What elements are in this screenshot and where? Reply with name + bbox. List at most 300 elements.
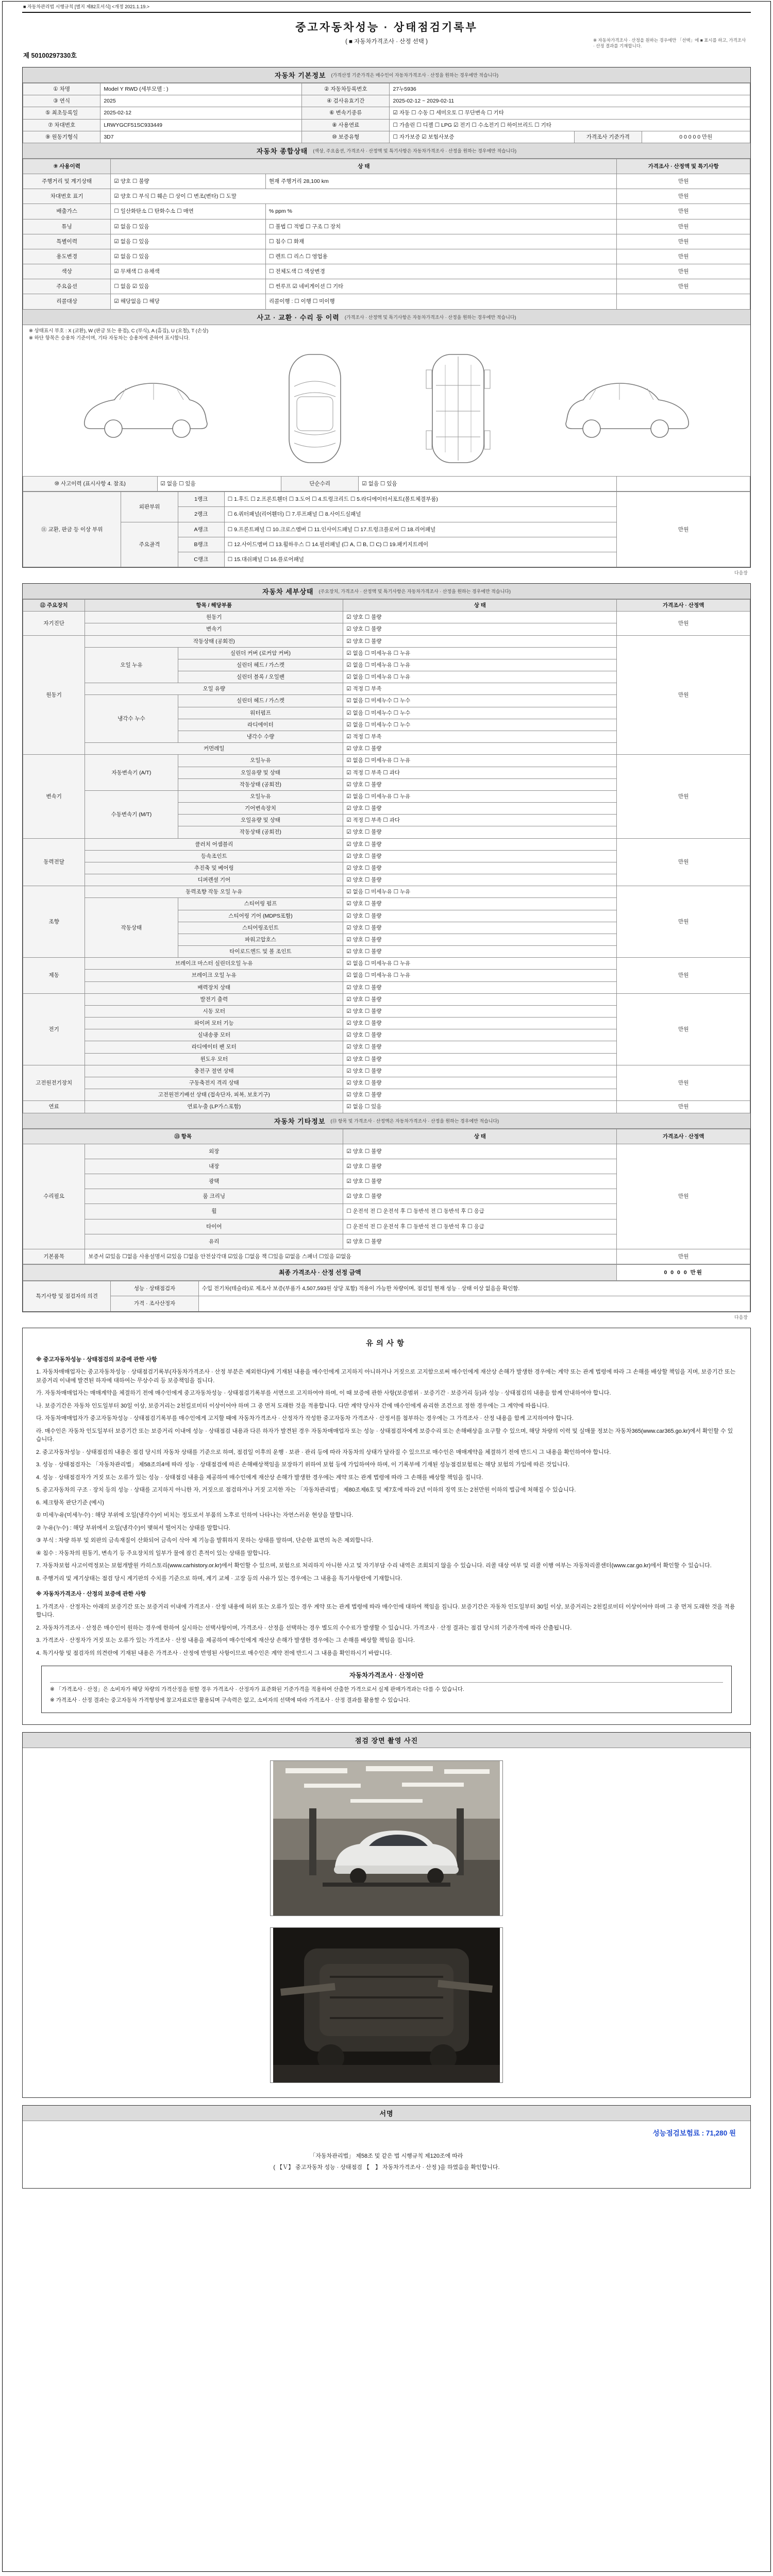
column-header: 상 태: [343, 600, 617, 612]
field-label: 작동상태 (공회전): [85, 635, 343, 647]
notice-item: 7. 자동차보험 사고이력정보는 보험개발원 카히스토리(www.carhistory.or.kr)에서 확인할 수 있으며, 보험으로 처리하지 아니한 사고 및 자기부담 수리 내역은 조회되지 않을 수 있습니다. 리콜 대상 여부 및 리콜 이행 여부는 자동차리콜센터(www.car.go.kr)에서 확인할 수 있습니다.: [36, 1563, 712, 1569]
price-cell: 만원: [617, 886, 750, 958]
etc-info-table: [23, 1129, 750, 1265]
price-survey-select-note: ※ 자동차가격조사 · 산정을 원하는 경우에만 「선택」에 ■ 표시를 하고, 가격조사 · 산정 결과를 기재합니다.: [593, 38, 746, 48]
checkbox-group[interactable]: ☑ 없음 ☐ 있음: [111, 219, 266, 234]
field-label: 동력전달: [23, 838, 85, 886]
notice-item: 라. 매수인은 자동차 인도일부터 보증기간 또는 보증거리 이내에 성능 · 상태점검 내용과 다른 하자가 발견된 경우 자동차매매업자 또는 성능 · 상태점검자에게 보증수리 또는 손해배상을 요구할 수 있으며, 해당 차량의 이력 및 실매물 정보는 자동차365(www.car365.go.kr)에서 확인할 수 있습니다.: [36, 1428, 733, 1443]
final-price: [23, 1264, 750, 1281]
basic-info-note: (가격산정 기준가격은 매수인이 자동차가격조사 · 산정을 원하는 경우에만 적습니다): [331, 73, 499, 78]
field-label: 스티어링조인트: [178, 922, 343, 934]
checkbox-group[interactable]: ☑ 양호 ☐ 불량: [343, 1089, 617, 1101]
checkbox-group[interactable]: ☑ 양호 ☐ 불량: [343, 981, 617, 993]
field-label: 와이퍼 모터 기능: [85, 1018, 343, 1029]
overall-header: [23, 143, 750, 159]
panel-replacement: [23, 492, 750, 567]
column-header: ⑬ 항목: [23, 1129, 343, 1144]
inspector-remarks-table: [23, 1281, 750, 1311]
field-label: 스티어링 기어 (MDPS포함): [178, 910, 343, 922]
price-cell: [617, 477, 750, 492]
checkbox-group[interactable]: ☑ 양호 ☐ 불량: [343, 1174, 617, 1189]
checkbox-group[interactable]: ☑ 양호 ☐ 부식 ☐ 훼손 ☐ 상이 ☐ 변조(변타) ☐ 도말: [111, 189, 617, 204]
price-cell: 만원: [617, 1065, 750, 1101]
checkbox-group[interactable]: ☑ 양호 ☐ 불량: [343, 1065, 617, 1077]
checkbox-group[interactable]: ☐ 자가보증 ☑ 보험사보증: [390, 131, 575, 143]
field-label: 튜닝: [23, 219, 111, 234]
checkbox-group[interactable]: ☑ 양호 ☐ 불량: [343, 862, 617, 874]
field-label: 배출가스: [23, 204, 111, 219]
checkbox-group[interactable]: ☑ 없음 ☐ 미세누유 ☐ 누유: [343, 790, 617, 802]
checkbox-group[interactable]: ☑ 양호 ☐ 불량: [343, 898, 617, 910]
accident-history-table: [23, 476, 750, 492]
checkbox-group[interactable]: ☐ 침수 ☐ 화재: [265, 234, 616, 249]
checkbox-group[interactable]: [198, 1296, 750, 1311]
checkbox-group[interactable]: ☑ 양호 ☐ 불량: [343, 1029, 617, 1041]
field-label: B랭크: [178, 537, 224, 552]
checkbox-group[interactable]: ☑ 양호 ☐ 불량: [111, 174, 266, 189]
notice-item: 1. 자동차매매업자는 중고자동차성능 · 상태점검기록부(자동차가격조사 · 산정 부분은 제외한다)에 기재된 내용을 매수인에게 고지하지 아니하거나 거짓으로 고지함으로써 매수인에게 재산상 손해가 발생한 경우에는 계약 또는 관계 법령에 따라 그 손해를 배상할 책임을 지며, 보증기간 또는 보증거리 이내에 발견된 하자에 대하여는 무상수리 등 보증책임을 집니다.: [36, 1369, 736, 1384]
field-label: 작동상태: [85, 898, 178, 958]
notice-item: 나. 보증기간은 자동차 인도일부터 30일 이상, 보증거리는 2천킬로미터 이상이어야 하며 그 중 먼저 도래한 것을 적용합니다. 다만 계약 당사자 간에 매수인에게 유리한 조건으로 정한 경우에는 그 계약에 따릅니다.: [36, 1402, 549, 1409]
field-label: 브레이크 오일 누유: [85, 970, 343, 981]
checkbox-group[interactable]: ☑ 무채색 ☐ 유채색: [111, 264, 266, 279]
checkbox-group[interactable]: ☑ 양호 ☐ 불량: [343, 1005, 617, 1017]
field-label: 커먼레일: [85, 743, 343, 755]
field-label: ⑦ 차대번호: [23, 119, 100, 131]
price-cell: 만원: [617, 1101, 750, 1113]
notice-item: 8. 주행거리 및 계기상태는 점검 당시 계기판의 수치를 기준으로 하며, 계기 교체 · 고장 등의 사유가 있는 경우에는 그 내용을 특기사항란에 기재합니다.: [36, 1575, 402, 1582]
checkbox-group[interactable]: ☑ 양호 ☐ 불량: [343, 1018, 617, 1029]
notice-item: ④ 침수 : 자동차의 원동기, 변속기 등 주요장치의 일부가 물에 잠긴 흔적이 있는 상태를 말합니다.: [36, 1550, 271, 1556]
notice-item: ③ 부식 : 차량 하부 및 외판의 금속재질이 산화되어 금속이 삭아 제 기능을 발휘하지 못하는 상태를 말하며, 단순한 표면의 녹은 제외합니다.: [36, 1537, 373, 1544]
field-label: 오일유량 및 상태: [178, 815, 343, 826]
checkbox-group[interactable]: ☑ 양호 ☐ 불량: [343, 850, 617, 862]
notice-item: ② 누유(누수) : 해당 부위에서 오일(냉각수)이 맺혀서 떨어지는 상태를 말합니다.: [36, 1524, 230, 1531]
checkbox-group[interactable]: ☑ 양호 ☐ 불량: [343, 1189, 617, 1204]
price-cell: 만원: [617, 234, 750, 249]
checkbox-group[interactable]: ☑ 양호 ☐ 불량: [343, 922, 617, 934]
notice-item: 4. 특기사항 및 점검자의 의견란에 기재된 내용은 가격조사 · 산정에 반영된 사항이므로 매수인은 계약 전에 반드시 그 내용을 확인하시기 바랍니다.: [36, 1650, 392, 1656]
checkbox-group[interactable]: ☑ 없음 ☐ 미세누유 ☐ 누유: [343, 886, 617, 898]
etc-note: (⑬ 항목 및 가격조사 · 산정액은 자동차가격조사 · 산정을 원하는 경우에만 적습니다): [330, 1118, 499, 1124]
column-header: ⑨ 사용이력: [23, 159, 111, 174]
price-cell: 만원: [617, 279, 750, 294]
notice-item: 4. 성능 · 상태점검자가 거짓 또는 오류가 있는 성능 · 상태점검 내용을 제공하여 매수인에게 재산상 손해가 발생한 경우에는 계약 또는 관계 법령에 따라 그 손해를 배상할 책임을 집니다.: [36, 1474, 483, 1481]
price-survey-definition-box: [41, 1666, 732, 1713]
field-label: 외장: [85, 1144, 343, 1159]
photos-title: 점검 장면 촬영 사진: [355, 1736, 418, 1744]
inspector-remarks: [23, 1281, 750, 1311]
checkbox-group[interactable]: 리콜이행 : ☐ 이행 ☐ 미이행: [265, 294, 616, 309]
field-label: 자기진단: [23, 612, 85, 635]
checkbox-group[interactable]: ☑ 없음 ☐ 미세누유 ☐ 누유: [343, 647, 617, 659]
field-label: ① 차명: [23, 83, 100, 95]
notice-subheading: ※ 자동차가격조사 · 산정의 보증에 관한 사항: [36, 1591, 146, 1598]
signature-header: [23, 2106, 750, 2121]
car-diagram-side-right: [563, 364, 697, 454]
checkbox-group[interactable]: ☑ 양호 ☐ 불량: [343, 803, 617, 815]
checkbox-group[interactable]: ☐ 렌트 ☐ 리스 ☐ 영업용: [265, 249, 616, 264]
checkbox-group[interactable]: ☑ 적정 ☐ 부족 ☐ 과다: [343, 767, 617, 778]
field-label: 고전원전기배선 상태 (접속단자, 피복, 보호기구): [85, 1089, 343, 1101]
field-label: ⑤ 최초등록일: [23, 107, 100, 119]
field-label: 수동변속기 (M/T): [85, 790, 178, 838]
price-survey-definition-title: 자동차가격조사 · 산정이란: [50, 1670, 723, 1683]
checkbox-group[interactable]: ☐ 운전석 전 ☐ 운전석 후 ☐ 동반석 전 ☐ 동반석 후 ☐ 응급: [343, 1219, 617, 1234]
signature-body: [23, 2121, 750, 2188]
field-label: 실린더 헤드 / 가스켓: [178, 695, 343, 707]
field-value[interactable]: Model Y RWD (세부모델 : ): [100, 83, 302, 95]
page-continue-mark: 다음장: [734, 570, 748, 576]
field-label: ⑨ 원동기형식: [23, 131, 100, 143]
field-label: 가격조사 기준가격: [575, 131, 642, 143]
overall-title: 자동차 종합상태: [256, 147, 308, 155]
field-label: 변속기: [85, 623, 343, 635]
checkbox-group[interactable]: ☐ 일산화탄소 ☐ 탄화수소 ☐ 매연: [111, 204, 266, 219]
field-label: 연료: [23, 1101, 85, 1113]
checkbox-group[interactable]: ☑ 없음 ☐ 미세누수 ☐ 누수: [343, 719, 617, 731]
field-label: 오일누유: [178, 755, 343, 767]
field-label: 1랭크: [178, 492, 224, 507]
detail-note: (주요장치, 가격조사 · 산정액 및 특기사항은 자동차가격조사 · 산정을 원하는 경우에만 적습니다): [318, 589, 511, 595]
field-label: 타이로드엔드 및 볼 조인트: [178, 946, 343, 958]
column-header: 가격조사 · 산정액: [617, 1129, 750, 1144]
field-value[interactable]: 27누5936: [390, 83, 750, 95]
field-label: 오일 누유: [85, 647, 178, 683]
checkbox-group[interactable]: ☐ 전체도색 ☐ 색상변경: [265, 264, 616, 279]
column-header: 가격조사 · 산정액: [617, 600, 750, 612]
checkbox-group[interactable]: ☑ 양호 ☐ 불량: [343, 612, 617, 623]
checkbox-group[interactable]: ☑ 양호 ☐ 불량: [343, 934, 617, 945]
price-cell: 만원: [617, 635, 750, 755]
field-label: 차대번호 표기: [23, 189, 111, 204]
notice-item: 1. 가격조사 · 산정자는 아래의 보증기간 또는 보증거리 이내에 가격조사 · 산정 내용에 허위 또는 오류가 있는 경우 계약 또는 관계 법령에 따라 매수인에 대하여 책임을 집니다. 보증기간은 자동차 인도일부터 30일 이상, 보증거리는 2천킬로미터 이상이어야 하며 그 중 먼저 도래한 것을 적용합니다.: [36, 1603, 735, 1619]
notice-item: 3. 가격조사 · 산정자가 거짓 또는 오류가 있는 가격조사 · 산정 내용을 제공하여 매수인에게 재산상 손해가 발생한 경우에는 그 손해를 배상할 책임을 집니다.: [36, 1637, 415, 1644]
checkbox-group[interactable]: ☑ 양호 ☐ 불량: [343, 778, 617, 790]
checkbox-group[interactable]: ☑ 없음 ☐ 있음: [343, 1101, 617, 1113]
field-label: 오일 유량: [85, 683, 343, 695]
inspection-photo-lift: [270, 1760, 503, 1916]
checkbox-group[interactable]: ☑ 없음 ☐ 있음: [111, 249, 266, 264]
field-label: 냉각수 수량: [178, 731, 343, 743]
field-label: 실린더 헤드 / 가스켓: [178, 659, 343, 671]
price-cell: 만원: [617, 204, 750, 219]
field-label: 유리: [85, 1234, 343, 1249]
damage-legend: [23, 325, 750, 344]
damage-legend-line2: ※ 하단 항목은 승용차 기준이며, 기타 자동차는 승용차에 준하여 표시합니다.: [29, 335, 190, 341]
field-label: 제동: [23, 958, 85, 994]
field-label: 구동축전지 격리 상태: [85, 1077, 343, 1089]
notice-list: [36, 1355, 737, 1658]
price-cell: 만원: [617, 838, 750, 886]
panel-replacement-table: [23, 492, 750, 567]
field-label: 디퍼렌셜 기어: [85, 874, 343, 886]
field-label: 내장: [85, 1159, 343, 1174]
field-label: ⑩ 사고이력 (표시사항 4. 참조): [23, 477, 158, 492]
notice-subheading: ※ 중고자동차성능 · 상태점검의 보증에 관한 사항: [36, 1356, 157, 1363]
car-diagram-top-view: [276, 349, 354, 468]
checkbox-group[interactable]: ☑ 양호 ☐ 불량: [343, 1077, 617, 1089]
field-value[interactable]: 현재 주행거리 28,100 km: [265, 174, 616, 189]
checkbox-group[interactable]: ☑ 양호 ☐ 불량: [343, 1144, 617, 1159]
price-cell: 만원: [617, 1249, 750, 1264]
damage-legend-line1: ※ 상태표시 부호 : X (교환), W (판금 또는 용접), C (부식), A (흠집), U (요철), T (손상): [29, 328, 209, 334]
checkbox-group[interactable]: ☑ 양호 ☐ 불량: [343, 946, 617, 958]
signature-legal-line1: 「자동차관리법」 제58조 및 같은 법 시행규칙 제120조에 따라: [310, 2153, 463, 2159]
price-cell: 만원: [617, 174, 750, 189]
checkbox-group[interactable]: ☐ 운전석 전 ☐ 운전석 후 ☐ 동반석 전 ☐ 동반석 후 ☐ 응급: [343, 1204, 617, 1219]
field-label: 룸 크리닝: [85, 1189, 343, 1204]
field-value[interactable]: 2025-02-12 ~ 2029-02-11: [390, 95, 750, 107]
price-cell: 만원: [617, 219, 750, 234]
price-cell: 만원: [617, 492, 750, 567]
field-label: 시동 모터: [85, 1005, 343, 1017]
checkbox-group[interactable]: ☑ 적정 ☐ 부족 ☐ 과다: [343, 815, 617, 826]
form-ref-strip: ■ 자동차관리법 시행규칙 [별지 제82호서식] <개정 2021.1.19.>: [22, 2, 751, 13]
checkbox-group[interactable]: ☐ 가솔린 ☐ 디젤 ☐ LPG ☑ 전기 ☐ 수소전기 ☐ 하이브리드 ☐ 기타: [390, 119, 750, 131]
field-label: 실린더 커버 (로커암 커버): [178, 647, 343, 659]
field-label: 라디에이터 팬 모터: [85, 1041, 343, 1053]
field-label: 색상: [23, 264, 111, 279]
price-cell: [617, 294, 750, 309]
field-label: ③ 연식: [23, 95, 100, 107]
field-label: 전기: [23, 993, 85, 1065]
checkbox-group[interactable]: ☑ 없음 ☐ 미세누유 ☐ 누유: [343, 970, 617, 981]
checkbox-group[interactable]: ☑ 없음 ☐ 미세누유 ☐ 누유: [343, 671, 617, 683]
field-label: 원동기: [23, 635, 85, 755]
checkbox-group[interactable]: ☑ 해당없음 ☐ 해당: [111, 294, 266, 309]
checkbox-group[interactable]: ☐ 12.사이드멤버 ☐ 13.휠하우스 ☐ 14.필러패널 (☐ A, ☐ B, ☐ C) ☐ 19.패키지트레이: [224, 537, 617, 552]
field-label: 작동상태 (공회전): [178, 826, 343, 838]
field-value[interactable]: 2025: [100, 95, 302, 107]
checkbox-group[interactable]: ☑ 적정 ☐ 부족: [343, 731, 617, 743]
field-label: 리콜대상: [23, 294, 111, 309]
field-label: 스티어링 펌프: [178, 898, 343, 910]
signature-legal-line2: ( 【Ｖ】 중고자동차 성능 · 상태점검 【 】 자동차가격조사 · 산정 )을 하였음을 확인합니다.: [273, 2164, 500, 2171]
checkbox-group[interactable]: ☑ 양호 ☐ 불량: [343, 635, 617, 647]
price-cell: 만원: [617, 958, 750, 994]
price-cell: 만원: [617, 993, 750, 1065]
checkbox-group[interactable]: ☐ 6.쿼터패널(리어휀더) ☐ 7.루프패널 ☐ 8.사이드실패널: [224, 507, 617, 522]
overall-condition-table: [23, 159, 750, 310]
checkbox-group[interactable]: ☑ 없음 ☐ 미세누유 ☐ 누유: [343, 755, 617, 767]
checkbox-group[interactable]: ☑ 없음 ☐ 미세누수 ☐ 누수: [343, 707, 617, 719]
column-header: ⑫ 주요장치: [23, 600, 85, 612]
field-value[interactable]: 0 0 0 0 만원: [617, 1265, 750, 1281]
field-label: 추진축 및 베어링: [85, 862, 343, 874]
price-cell: 만원: [617, 755, 750, 838]
notice-item: 6. 체크항목 판단기준 (예시): [36, 1499, 104, 1506]
price-cell: 만원: [617, 189, 750, 204]
detail-title: 자동차 세부상태: [262, 588, 314, 596]
section-vehicle-overview: [22, 67, 751, 568]
field-label: ⑪ 교환, 판금 등 이상 부위: [23, 492, 121, 567]
field-label: 주요골격: [121, 522, 178, 567]
field-label: 고전원전기장치: [23, 1065, 85, 1101]
checkbox-group[interactable]: ☐ 15.대쉬패널 ☐ 16.플로어패널: [224, 552, 617, 567]
notice-item: 2. 중고자동차성능 · 상태점검의 내용은 점검 당시의 자동차 상태를 기준으로 하며, 점검일 이후의 운행 · 보관 · 관리 등에 따라 자동차의 상태가 달라질 수 있으므로 매수인은 매매계약을 체결하기 전에 반드시 그 내용을 확인하여야 합니다.: [36, 1449, 611, 1455]
field-value[interactable]: 3D7: [100, 131, 302, 143]
car-diagram-underbody-view: [419, 349, 497, 468]
price-cell[interactable]: 0 0 0 0 0 만원: [642, 131, 750, 143]
price-cell: 만원: [617, 249, 750, 264]
page-continue-mark: 다음장: [734, 1314, 748, 1320]
etc-info: [23, 1129, 750, 1265]
accident-title: 사고 · 교환 · 수리 등 이력: [257, 313, 340, 321]
checkbox-group[interactable]: ☑ 양호 ☐ 불량: [343, 874, 617, 886]
section-detail-condition: [22, 583, 751, 1312]
field-label: 수리필요: [23, 1144, 85, 1249]
field-label: 실내송풍 모터: [85, 1029, 343, 1041]
checkbox-group[interactable]: ☑ 없음 ☐ 있음: [359, 477, 617, 492]
accident-history: [23, 476, 750, 492]
checkbox-group[interactable]: ☐ 불법 ☐ 적법 ☐ 구조 ☐ 장치: [265, 219, 616, 234]
section-inspection-photos: [22, 1732, 751, 2098]
column-header: 상 태: [111, 159, 617, 174]
field-label: 충전구 절연 상태: [85, 1065, 343, 1077]
checkbox-group[interactable]: ☑ 없음 ☐ 미세누유 ☐ 누유: [343, 958, 617, 970]
notice-item: 2. 자동차가격조사 · 산정은 매수인이 원하는 경우에 한하여 실시하는 선택사항이며, 가격조사 · 산정을 선택하는 경우 별도의 수수료가 발생할 수 있습니다. 가격조사 · 산정 결과는 점검 당시의 기준가격에 따라 산출됩니다.: [36, 1624, 572, 1631]
field-label: A랭크: [178, 522, 224, 537]
field-label: 2랭크: [178, 507, 224, 522]
price-survey-definition-p2: ※ 가격조사 · 산정 결과는 중고자동차 가격형성에 참고자료로만 활용되며 구속력은 없고, 소비자의 선택에 따라 가격조사 · 산정 결과를 활용할 수 있습니다.: [50, 1697, 410, 1703]
basic-info-title: 자동차 기본정보: [274, 72, 326, 79]
checkbox-group[interactable]: ☑ 양호 ☐ 불량: [343, 1159, 617, 1174]
checkbox-group[interactable]: ☐ 9.프론트패널 ☐ 10.크로스멤버 ☐ 11.인사이드패널 ☐ 17.트렁크플로어 ☐ 18.리어패널: [224, 522, 617, 537]
etc-title: 자동차 기타정보: [274, 1117, 326, 1125]
field-label: 윈도우 모터: [85, 1053, 343, 1065]
accident-note: (가격조사 · 산정액 및 특기사항은 자동차가격조사 · 산정을 원하는 경우에만 적습니다): [344, 314, 516, 320]
section-signature: [22, 2105, 751, 2189]
section-notices: [22, 1328, 751, 1725]
checkbox-group[interactable]: ☑ 없음 ☐ 있음: [157, 477, 281, 492]
field-label: 오일누유: [178, 790, 343, 802]
checkbox-group[interactable]: ☑ 양호 ☐ 불량: [343, 1053, 617, 1065]
inspection-insurance-fee: 성능점검보험료 : 71,280 원: [652, 2129, 736, 2137]
field-label: 주요옵션: [23, 279, 111, 294]
field-label: 작동상태 (공회전): [178, 778, 343, 790]
field-label: 연료누출 (LP가스포함): [85, 1101, 343, 1113]
field-label: 발전기 출력: [85, 993, 343, 1005]
notice-item: ① 미세누유(미세누수) : 해당 부위에 오일(냉각수)이 비치는 정도로서 부품의 노후로 인하여 나타나는 자연스러운 현상을 말합니다.: [36, 1512, 354, 1519]
field-label: ⑧ 사용연료: [302, 119, 390, 131]
detail-condition: [23, 599, 750, 1113]
price-survey-select[interactable]: ( ■ 자동차가격조사 · 산정 선택 ): [345, 39, 428, 45]
field-label: 특별이력: [23, 234, 111, 249]
checkbox-group[interactable]: ☑ 양호 ☐ 불량: [343, 1041, 617, 1053]
checkbox-group[interactable]: ☑ 양호 ☐ 불량: [343, 1234, 617, 1249]
checkbox-group[interactable]: ☑ 양호 ☐ 불량: [343, 838, 617, 850]
notice-item: 다. 자동차매매업자가 중고자동차성능 · 상태점검기록부를 매수인에게 고지할 때에 자동차가격조사 · 산정자가 작성한 중고자동차 가격조사 · 산정서를 첨부하는 경우에는 그 가격조사 · 산정 내용을 함께 고지하여야 합니다.: [36, 1415, 574, 1422]
field-label: ⑩ 보증유형: [302, 131, 390, 143]
field-label: ⑥ 변속기종류: [302, 107, 390, 119]
field-label: ④ 검사유효기간: [302, 95, 390, 107]
basic-info: [23, 83, 750, 143]
price-survey-definition-p1: ※ 「가격조사 · 산정」은 소비자가 해당 차량의 가격산정을 원할 경우 가격조사 · 산정자가 표준화된 기준가격을 적용하여 산출한 가격으로서 실제 판매가격과는 다를 수 있습니다.: [50, 1686, 464, 1693]
checkbox-group[interactable]: ☑ 양호 ☐ 불량: [343, 743, 617, 755]
checkbox-group[interactable]: 수입 전기차(테슬라)로 제조사 보증(부품가 4,507,593원 상당 포함) 적용이 가능한 차량이며, 점검일 현재 성능 · 상태 이상 없음을 확인함.: [198, 1281, 750, 1296]
field-label: 원동기: [85, 612, 343, 623]
checkbox-group[interactable]: ☐ 없음 ☑ 있음: [111, 279, 266, 294]
field-value[interactable]: 2025-02-12: [100, 107, 302, 119]
field-value[interactable]: % ppm %: [265, 204, 616, 219]
field-label: 가격 · 조사산정자: [111, 1296, 198, 1311]
detail-header: [23, 584, 750, 599]
field-label: 외판부위: [121, 492, 178, 522]
field-label: 조향: [23, 886, 85, 958]
accident-header: [23, 310, 750, 325]
document-number: 제 50100297330호: [23, 52, 77, 59]
checkbox-group[interactable]: ☑ 없음 ☐ 있음: [111, 234, 266, 249]
notice-item: 가. 자동차매매업자는 매매계약을 체결하기 전에 매수인에게 중고자동차성능 · 상태점검기록부를 서면으로 고지하여야 하며, 이 때 보증에 관한 사항(보증범위 · 보증기간 · 보증거리 등)과 성능 · 상태점검의 내용을 함께 안내하여야 합니다.: [36, 1390, 611, 1397]
price-cell: 만원: [617, 1144, 750, 1249]
document-title: 중고자동차성능 · 상태점검기록부: [295, 22, 478, 33]
signature-title: 서명: [379, 2109, 394, 2117]
field-label: 오일유량 및 상태: [178, 767, 343, 778]
checkbox-group[interactable]: ☑ 자동 ☐ 수동 ☐ 세미오토 ☐ 무단변속 ☐ 기타: [390, 107, 750, 119]
field-label: 동력조향 작동 오일 누유: [85, 886, 343, 898]
field-label: 냉각수 누수: [85, 695, 178, 743]
checkbox-group[interactable]: ☑ 없음 ☐ 미세누유 ☐ 누유: [343, 659, 617, 671]
checkbox-group[interactable]: ☑ 양호 ☐ 불량: [343, 826, 617, 838]
column-header: 가격조사 · 산정액 및 특기사항: [617, 159, 750, 174]
checkbox-group[interactable]: ☑ 양호 ☐ 불량: [343, 910, 617, 922]
checkbox-group[interactable]: 보증서 ☑있음 ☐없음 사용설명서 ☑있음 ☐없음 안전삼각대 ☑있음 ☐없음 잭 ☐있음 ☑없음 스패너 ☐있음 ☑없음: [85, 1249, 617, 1264]
field-label: 특기사항 및 점검자의 의견: [23, 1281, 111, 1311]
column-header: 항목 / 해당부품: [85, 600, 343, 612]
field-label: 파워고압호스: [178, 934, 343, 945]
field-label: 성능 · 상태점검자: [111, 1281, 198, 1296]
field-label: 용도변경: [23, 249, 111, 264]
price-cell: 만원: [617, 264, 750, 279]
checkbox-group[interactable]: ☑ 적정 ☐ 부족: [343, 683, 617, 695]
field-label: 타이어: [85, 1219, 343, 1234]
column-header: 상 태: [343, 1129, 617, 1144]
field-label: 실린더 블록 / 오일팬: [178, 671, 343, 683]
checkbox-group[interactable]: ☑ 없음 ☐ 미세누수 ☐ 누수: [343, 695, 617, 707]
vehicle-damage-diagrams: [23, 343, 750, 476]
field-label: 배력장치 상태: [85, 981, 343, 993]
checkbox-group[interactable]: ☑ 양호 ☐ 불량: [343, 623, 617, 635]
checkbox-group[interactable]: ☐ 썬루프 ☑ 네비게이션 ☐ 기타: [265, 279, 616, 294]
field-label: 주행거리 및 계기상태: [23, 174, 111, 189]
field-label: 워터펌프: [178, 707, 343, 719]
notice-item: 5. 중고자동차의 구조 · 장치 등의 성능 · 상태를 고지하지 아니한 자, 거짓으로 점검하거나 거짓 고지한 자는 「자동차관리법」 제80조제6호 및 제7호에 따라 2년 이하의 징역 또는 2천만원 이하의 벌금에 처해질 수 있습니다.: [36, 1487, 576, 1494]
field-label: 라디에이터: [178, 719, 343, 731]
price-cell: 만원: [617, 612, 750, 635]
checkbox-group[interactable]: ☐ 1.후드 ☐ 2.프론트휀더 ☐ 3.도어 ☐ 4.트렁크리드 ☐ 5.라디에이터서포트(볼트체결부품): [224, 492, 617, 507]
field-label: ② 자동차등록번호: [302, 83, 390, 95]
checkbox-group[interactable]: ☑ 양호 ☐ 불량: [343, 993, 617, 1005]
field-label: 기어변속장치: [178, 803, 343, 815]
photo-area: [23, 1748, 750, 2097]
field-label: C랭크: [178, 552, 224, 567]
field-label: 광택: [85, 1174, 343, 1189]
field-label: 단순수리: [281, 477, 359, 492]
field-label: 클러치 어셈블리: [85, 838, 343, 850]
field-label: 자동변속기 (A/T): [85, 755, 178, 791]
field-label: 변속기: [23, 755, 85, 838]
column-header: 최종 가격조사 · 산정 선정 금액: [23, 1265, 617, 1281]
field-label: 브레이크 마스터 실린더오일 누유: [85, 958, 343, 970]
photos-header: [23, 1733, 750, 1748]
field-value[interactable]: LRWYGCF51SC933449: [100, 119, 302, 131]
inspection-photo-underbody: [270, 1927, 503, 2083]
field-label: 기본품목: [23, 1249, 85, 1264]
basic-info-table: [23, 83, 750, 143]
overall-note: (색상, 주요옵션, 가격조사 · 산정액 및 특기사항은 자동차가격조사 · 산정을 원하는 경우에만 적습니다): [313, 148, 517, 154]
basic-info-header: [23, 67, 750, 83]
